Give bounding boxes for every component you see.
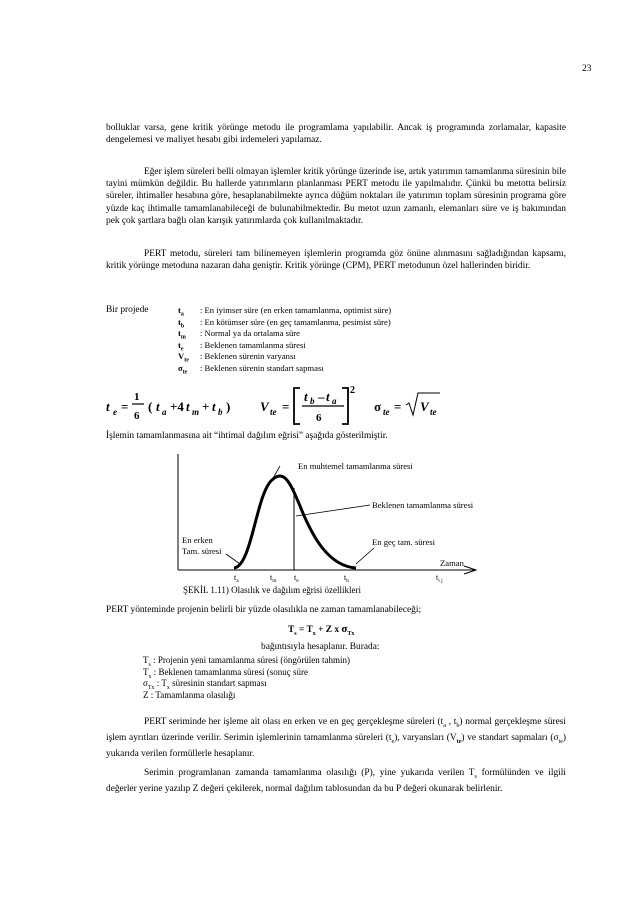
std-dev-formula [374, 393, 440, 417]
svg-text:(: ( [148, 399, 153, 414]
paragraph-2: Eğer işlem süreleri belli olmayan işlemler kritik yörünge üzerinde ise, artık yatırımın tamamlanma süresinin bile tayini mümkün değildir. Bu hallerde yatırımların planlanması PERT metodu ile yapılmalıdır. Çünkü bu metotta belirsiz süreler, ihtimaller hesabına göre, hesaplanabilmekte ayrıca düğüm noktaları ile yatırımın toplam süresinin programa göre yüzde kaç ihtimalle tamamlanabileceği de bulunabilmektedir. Bu metot uzun zamanlı, elemanları süre ve iş bakımından pek çok şartlara bağlı olan karışık yatırımlarda çok kullanılmaktadır. [106, 167, 567, 226]
figure-caption: ŞEKİL 1.11) Olasılık ve dağılım eğrisi özellikleri [183, 585, 362, 595]
svg-text:ta: $t_a$ [234, 573, 239, 584]
project-label: Bir projede [106, 305, 149, 315]
label-expected: Beklenen tamamlanma süresi [372, 500, 474, 510]
svg-text:b: b [218, 407, 223, 417]
formula-note: bağıntısıyla hesaplanır. Burada: [261, 642, 380, 652]
variable-item: $T_s$ : Projenin yeni tamamlanma süresi (öngörülen tahmin) [143, 655, 351, 668]
paragraph-4: PERT yönteminde projenin belirli bir yüzde olasılıkla ne zaman tamamlanabileceği; [106, 605, 422, 615]
svg-text:tm: $t_m$ [270, 573, 277, 584]
svg-text:=: = [282, 399, 290, 414]
definition-symbol: t [178, 328, 181, 339]
svg-text:): ) [226, 399, 231, 414]
definition-symbol: t [178, 316, 181, 327]
svg-text:=: = [121, 399, 129, 414]
variable-item: Z : Tamamlanma olasılığı [143, 689, 236, 700]
definition-text: : En kötümser süre (en geç tamamlanma, pesimist süre) [200, 316, 391, 327]
definition-text: : En iyimser süre (en erken tamamlanma, optimist süre) [200, 305, 392, 315]
label-time: Zaman [440, 558, 464, 568]
svg-text:a: a [332, 396, 337, 406]
svg-text:V: V [420, 399, 429, 414]
definition-subscript: b [180, 323, 185, 330]
x-tick-labels [234, 573, 443, 584]
distribution-curve [234, 476, 356, 568]
definition-text: : Beklenen tamamlanma süresi [200, 339, 306, 350]
svg-text:2: 2 [350, 385, 355, 396]
svg-text:=: = [394, 399, 402, 414]
definition-text: : Beklenen sürenin standart sapması [200, 363, 324, 373]
svg-text:a: a [162, 407, 167, 417]
svg-text:t: t [156, 399, 160, 414]
svg-text:m: m [192, 407, 200, 417]
svg-text:1: 1 [134, 391, 140, 403]
paragraph-5: PERT seriminde her işleme ait olası en erken ve en geç gerçekleşme süreleri ($t_a$ , $t_b$) normal gerçekleşme süresi işlem ayrıtları üzerinde verilir. Serimin işlemlerinin tamamlanma süreleri $(t_e)$, varyansları $(V_{te})$ ve standart sapmaları $(\sigma_{te})$ yukarıda verilen formüllerle hesaplanır. [106, 717, 567, 760]
definition-symbol: σ [178, 363, 183, 373]
probability-curve-figure [160, 454, 490, 586]
definition-symbol: t [178, 305, 181, 315]
definition-subscript: te [184, 358, 189, 365]
definition-subscript: m [180, 334, 186, 341]
pert-formulas [104, 384, 524, 432]
ts-formula: $T_s = T_x + Z$ x $\sigma_{Tx}$ [288, 623, 355, 637]
svg-text:σ: σ [374, 399, 382, 414]
definition-subscript: e [180, 346, 184, 353]
svg-text:t: t [186, 399, 190, 414]
svg-text:te: te [430, 407, 437, 417]
paragraph-6: Serimin programlanan zamanda tamamlanma olasılığı (P), yine yukarıda verilen $T_s$ formülünden ve ilgili değerler yerine yazılıp Z değeri çekilerek, normal dağılım tablosundan da bu P değeri okunarak belirlenir. [106, 768, 566, 795]
late-leader [356, 548, 374, 564]
early-leader [226, 554, 240, 564]
definition-text: : Normal ya da ortalama süre [200, 328, 300, 339]
expected-time-formula [106, 391, 230, 422]
svg-text:ti j: $t_{i j}$ [436, 573, 443, 584]
variable-item: $T_x$ : Beklenen tamamlanma süresi (sonuç süre [143, 666, 308, 680]
svg-text:t: t [106, 399, 110, 414]
paragraph-3: PERT metodu, süreleri tam bilinemeyen işlemlerin programda göz önüne alınmasını sağladığından kapsamı, kritik yörünge metoduna nazaran daha geniştir. Kritik yörünge (CPM), PERT metodunun özel hallerinden biridir. [106, 249, 566, 272]
label-earliest-2: Tam. süresi [182, 546, 222, 556]
paragraph-1: bolluklar varsa, gene kritik yörünge metodu ile programlama yapılabilir. Ancak iş programında zorlamalar, kapasite dengelemesi ve maliyet hesabı gibi irdemeleri yapılamaz. [106, 123, 566, 146]
definition-item [178, 363, 324, 376]
svg-text:t: t [212, 399, 216, 414]
definition-subscript: a [180, 311, 184, 318]
definition-symbol: t [178, 339, 181, 350]
svg-text:–: – [318, 389, 325, 404]
label-earliest-1: En erken [182, 535, 213, 545]
svg-text:tb: $t_b$ [344, 573, 349, 584]
label-most-likely: En muhtemel tamamlanma süresi [298, 461, 413, 471]
svg-text:6: 6 [316, 412, 322, 424]
svg-text:e: e [113, 407, 117, 417]
page-number: 23 [582, 64, 592, 74]
svg-text:6: 6 [134, 410, 140, 422]
svg-text:t: t [326, 389, 330, 404]
curve-intro: İşlemin tamamlanmasına ait “ihtimal dağılım eğrisi” aşağıda gösterilmiştir. [106, 431, 388, 441]
expected-leader [296, 505, 370, 516]
svg-text:t: t [304, 389, 308, 404]
svg-text:te: te [383, 407, 390, 417]
label-latest: En geç tam. süresi [372, 537, 436, 547]
definition-subscript: te [182, 369, 188, 376]
svg-text:b: b [310, 396, 315, 406]
svg-text:te: $t_e$ [294, 573, 299, 584]
svg-text:te: te [270, 407, 277, 417]
variable-item: $\sigma_{Tx}$ : $T_x$ süresinin standart sapması [143, 678, 267, 691]
variance-formula [260, 385, 355, 424]
svg-text:+: + [202, 399, 210, 414]
definition-symbol: V [178, 351, 185, 362]
svg-text:V: V [260, 399, 269, 414]
svg-text:+4: +4 [170, 399, 184, 414]
definition-text: : Beklenen sürenin varyansı [200, 351, 296, 362]
